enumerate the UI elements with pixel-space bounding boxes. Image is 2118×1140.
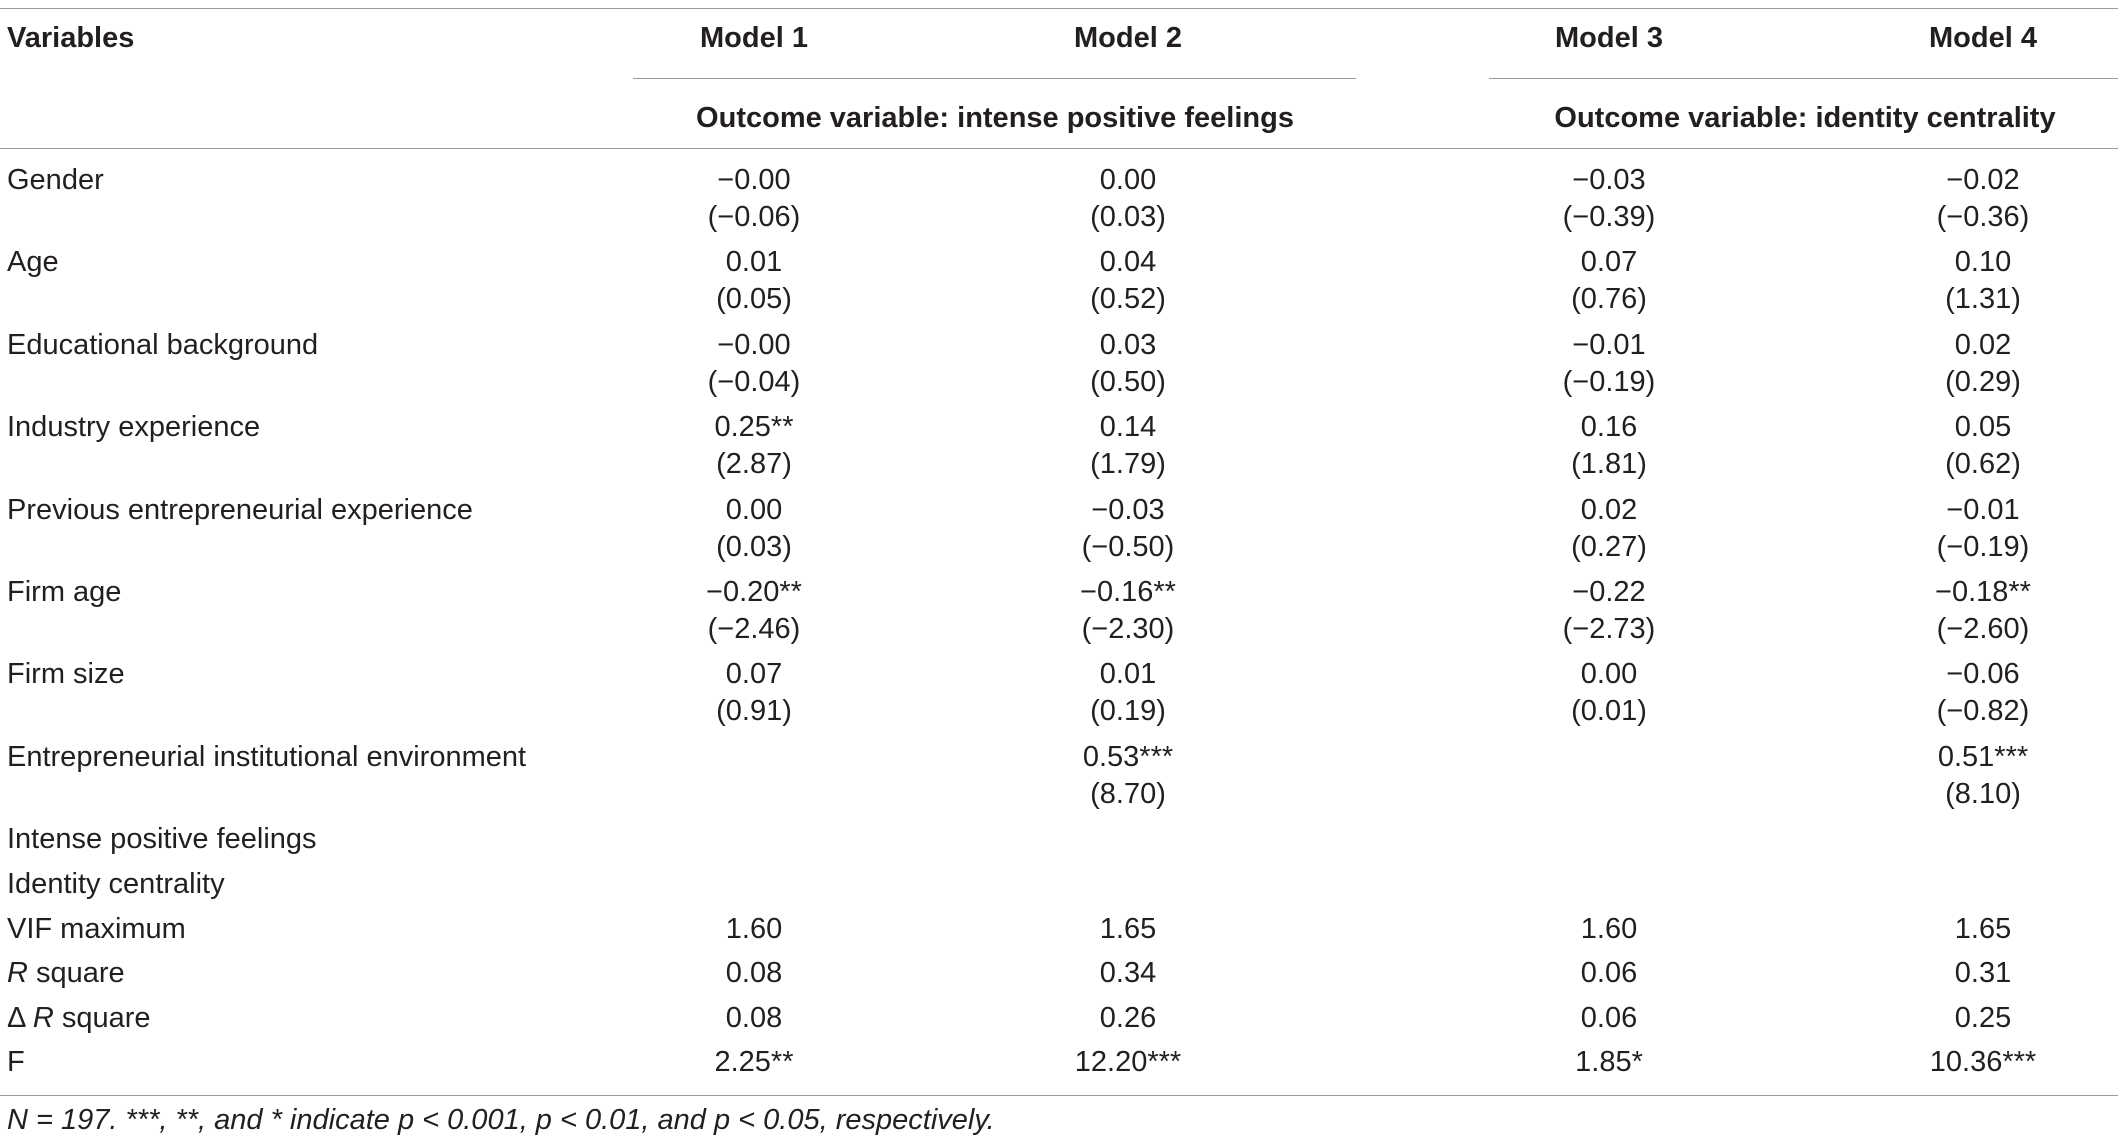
row-label: Gender bbox=[7, 164, 104, 196]
t-value-cell: (−0.36) bbox=[1936, 201, 2030, 233]
t-value-cell: (−2.73) bbox=[1562, 613, 1656, 645]
coefficient-cell: 0.02 bbox=[1954, 329, 2012, 361]
header-bottom-rule bbox=[0, 148, 2118, 149]
t-value-cell: (0.52) bbox=[1090, 283, 1166, 315]
outcome-left-header: Outcome variable: intense positive feelings bbox=[696, 102, 1294, 134]
stat-label-italic: R bbox=[7, 957, 28, 989]
coefficient-cell: −0.00 bbox=[717, 164, 791, 196]
stat-value-cell: 0.06 bbox=[1580, 1002, 1638, 1034]
model-2-header: Model 2 bbox=[1074, 22, 1182, 54]
stat-value-cell: 0.08 bbox=[725, 957, 783, 989]
stat-value-cell: 0.25 bbox=[1954, 1002, 2012, 1034]
t-value-cell: (0.62) bbox=[1945, 448, 2021, 480]
t-value-cell: (−2.46) bbox=[707, 613, 801, 645]
stat-value-cell: 0.31 bbox=[1954, 957, 2012, 989]
stat-label-italic: R bbox=[32, 1002, 54, 1034]
model-1-header: Model 1 bbox=[700, 22, 808, 54]
stat-label: VIF maximum bbox=[7, 913, 186, 945]
coefficient-cell: 0.16 bbox=[1580, 411, 1638, 443]
row-label: Age bbox=[7, 246, 59, 278]
row-label: Intense positive feelings bbox=[7, 823, 317, 855]
coefficient-cell: −0.00 bbox=[717, 329, 791, 361]
stat-value-cell: 0.26 bbox=[1099, 1002, 1157, 1034]
coefficient-cell: −0.02 bbox=[1946, 164, 2020, 196]
right-group-rule bbox=[1489, 78, 2118, 79]
t-value-cell: (−0.19) bbox=[1562, 366, 1656, 398]
stat-value-cell: 0.08 bbox=[725, 1002, 783, 1034]
model-4-header: Model 4 bbox=[1929, 22, 2037, 54]
coefficient-cell: 0.00 bbox=[1099, 164, 1157, 196]
coefficient-cell: 0.53*** bbox=[1082, 741, 1174, 773]
row-label: Identity centrality bbox=[7, 868, 225, 900]
coefficient-cell: −0.01 bbox=[1946, 494, 2020, 526]
stat-value-cell: 0.06 bbox=[1580, 957, 1638, 989]
coefficient-cell: 0.02 bbox=[1580, 494, 1638, 526]
row-label: Industry experience bbox=[7, 411, 261, 443]
stat-label: F bbox=[7, 1046, 25, 1078]
stat-value-cell: 0.34 bbox=[1099, 957, 1157, 989]
t-value-cell: (−0.82) bbox=[1936, 695, 2030, 727]
coefficient-cell: 0.04 bbox=[1099, 246, 1157, 278]
stat-value-cell: 10.36*** bbox=[1929, 1046, 2037, 1078]
t-value-cell: (0.91) bbox=[716, 695, 792, 727]
model-3-header: Model 3 bbox=[1555, 22, 1663, 54]
row-label: Firm age bbox=[7, 576, 122, 608]
t-value-cell: (−0.19) bbox=[1936, 531, 2030, 563]
coefficient-cell: 0.25** bbox=[714, 411, 794, 443]
coefficient-cell: 0.14 bbox=[1099, 411, 1157, 443]
coefficient-cell: 0.51*** bbox=[1937, 741, 2029, 773]
left-group-rule bbox=[633, 78, 1356, 79]
t-value-cell: (1.31) bbox=[1945, 283, 2021, 315]
stat-label-prefix: Δ bbox=[7, 1002, 33, 1034]
coefficient-cell: 0.00 bbox=[725, 494, 783, 526]
t-value-cell: (−2.30) bbox=[1081, 613, 1175, 645]
coefficient-cell: −0.22 bbox=[1572, 576, 1646, 608]
t-value-cell: (0.03) bbox=[1090, 201, 1166, 233]
row-label: Firm size bbox=[7, 658, 125, 690]
coefficient-cell: 0.01 bbox=[1099, 658, 1157, 690]
stat-value-cell: 1.85* bbox=[1575, 1046, 1643, 1078]
coefficient-cell: 0.03 bbox=[1099, 329, 1157, 361]
stat-label-suffix: square bbox=[53, 1002, 151, 1034]
variables-header: Variables bbox=[7, 22, 135, 54]
stat-value-cell: 1.65 bbox=[1099, 913, 1157, 945]
t-value-cell: (−0.04) bbox=[707, 366, 801, 398]
coefficient-cell: −0.18** bbox=[1935, 576, 2031, 608]
t-value-cell: (−0.06) bbox=[707, 201, 801, 233]
coefficient-cell: 0.01 bbox=[725, 246, 783, 278]
t-value-cell: (−2.60) bbox=[1936, 613, 2030, 645]
t-value-cell: (0.01) bbox=[1571, 695, 1647, 727]
stat-value-cell: 1.60 bbox=[1580, 913, 1638, 945]
stat-value-cell: 1.65 bbox=[1954, 913, 2012, 945]
coefficient-cell: −0.20** bbox=[706, 576, 802, 608]
coefficient-cell: −0.01 bbox=[1572, 329, 1646, 361]
row-label: Previous entrepreneurial experience bbox=[7, 494, 473, 526]
outcome-right-header: Outcome variable: identity centrality bbox=[1554, 102, 2056, 134]
t-value-cell: (−0.39) bbox=[1562, 201, 1656, 233]
stat-label bbox=[7, 1000, 151, 1036]
stat-value-cell: 2.25** bbox=[714, 1046, 794, 1078]
row-label: Entrepreneurial institutional environment bbox=[7, 741, 527, 773]
t-value-cell: (0.29) bbox=[1945, 366, 2021, 398]
stat-value-cell: 1.60 bbox=[725, 913, 783, 945]
coefficient-cell: −0.06 bbox=[1946, 658, 2020, 690]
coefficient-cell: 0.10 bbox=[1954, 246, 2012, 278]
stat-value-cell: 12.20*** bbox=[1074, 1046, 1182, 1078]
stat-label bbox=[7, 955, 125, 991]
t-value-cell: (0.03) bbox=[716, 531, 792, 563]
coefficient-cell: 0.07 bbox=[1580, 246, 1638, 278]
t-value-cell: (1.81) bbox=[1571, 448, 1647, 480]
row-label: Educational background bbox=[7, 329, 319, 361]
t-value-cell: (0.76) bbox=[1571, 283, 1647, 315]
coefficient-cell: 0.00 bbox=[1580, 658, 1638, 690]
t-value-cell: (1.79) bbox=[1090, 448, 1166, 480]
top-rule bbox=[0, 8, 2118, 9]
t-value-cell: (8.70) bbox=[1090, 778, 1166, 810]
t-value-cell: (8.10) bbox=[1945, 778, 2021, 810]
coefficient-cell: −0.03 bbox=[1572, 164, 1646, 196]
t-value-cell: (0.05) bbox=[716, 283, 792, 315]
stat-label-suffix: square bbox=[27, 957, 125, 989]
t-value-cell: (0.27) bbox=[1571, 531, 1647, 563]
coefficient-cell: −0.03 bbox=[1091, 494, 1165, 526]
coefficient-cell: 0.05 bbox=[1954, 411, 2012, 443]
table-note: N = 197. ***, **, and * indicate p < 0.001, p < 0.01, and p < 0.05, respectively. bbox=[7, 1104, 995, 1136]
coefficient-cell: 0.07 bbox=[725, 658, 783, 690]
t-value-cell: (0.50) bbox=[1090, 366, 1166, 398]
t-value-cell: (0.19) bbox=[1090, 695, 1166, 727]
t-value-cell: (2.87) bbox=[716, 448, 792, 480]
coefficient-cell: −0.16** bbox=[1080, 576, 1176, 608]
table-bottom-rule bbox=[0, 1095, 2118, 1096]
t-value-cell: (−0.50) bbox=[1081, 531, 1175, 563]
